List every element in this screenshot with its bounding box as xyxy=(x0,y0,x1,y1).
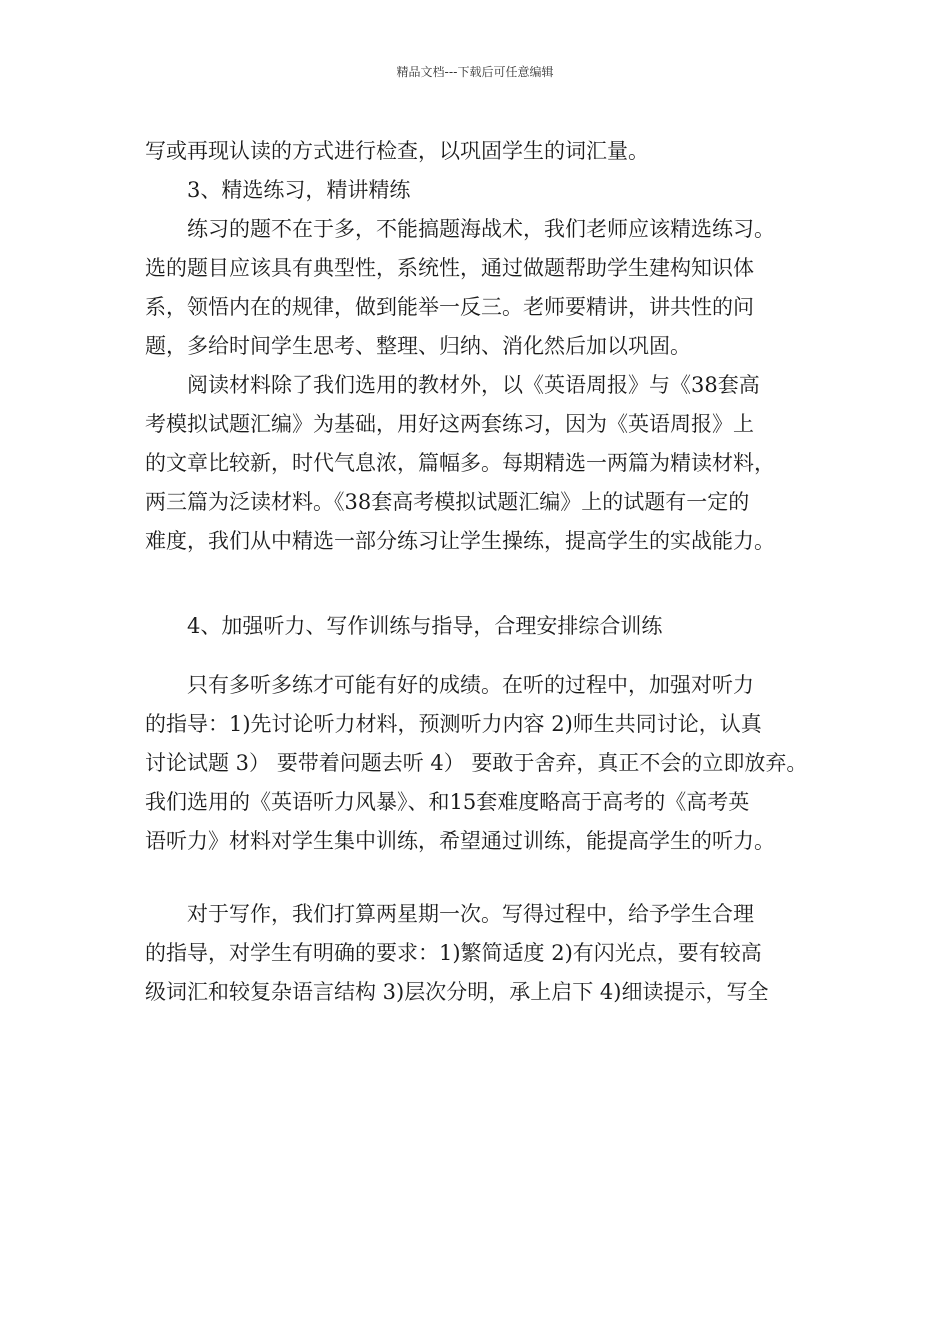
text-line: 写或再现认读的方式进行检查，以巩固学生的词汇量。 xyxy=(145,139,649,163)
text-line: 语听力》材料对学生集中训练，希望通过训练，能提高学生的听力。 xyxy=(145,829,775,853)
text-line: 的指导，对学生有明确的要求：1)繁简适度 2)有闪光点，要有较高 xyxy=(145,941,762,965)
page-header: 精品文档---下载后可任意编辑 xyxy=(396,65,554,79)
text-line: 两三篇为泛读材料。《38套高考模拟试题汇编》上的试题有一定的 xyxy=(145,490,750,514)
text-line: 题，多给时间学生思考、整理、归纳、消化然后加以巩固。 xyxy=(145,334,691,358)
text-line: 难度，我们从中精选一部分练习让学生操练，提高学生的实战能力。 xyxy=(145,529,775,553)
section-heading: 3、精选练习，精讲精练 xyxy=(187,178,411,202)
document-body xyxy=(145,132,825,1012)
text-line: 的指导：1)先讨论听力材料，预测听力内容 2)师生共同讨论，认真 xyxy=(145,712,762,736)
paragraph-gap xyxy=(145,861,825,895)
text-line: 的文章比较新，时代气息浓，篇幅多。每期精选一两篇为精读材料， xyxy=(145,451,775,475)
text-line: 考模拟试题汇编》为基础，用好这两套练习，因为《英语周报》上 xyxy=(145,412,754,436)
paragraph-gap xyxy=(145,561,825,607)
paragraph-gap xyxy=(145,646,825,666)
text-line: 只有多听多练才可能有好的成绩。在听的过程中，加强对听力 xyxy=(187,673,754,697)
text-line: 对于写作，我们打算两星期一次。写得过程中，给予学生合理 xyxy=(187,902,754,926)
text-line: 系，领悟内在的规律，做到能举一反三。老师要精讲，讲共性的问 xyxy=(145,295,754,319)
text-line: 我们选用的《英语听力风暴》、和15套难度略高于高考的《高考英 xyxy=(145,790,750,814)
text-line: 阅读材料除了我们选用的教材外，以《英语周报》与《38套高 xyxy=(187,373,760,397)
text-line: 级词汇和较复杂语言结构 3)层次分明，承上启下 4)细读提示，写全 xyxy=(145,980,769,1004)
text-line: 讨论试题 3） 要带着问题去听 4） 要敢于舍弃，真正不会的立即放弃。 xyxy=(145,751,808,775)
section-heading: 4、加强听力、写作训练与指导，合理安排综合训练 xyxy=(187,614,663,638)
text-line: 选的题目应该具有典型性，系统性，通过做题帮助学生建构知识体 xyxy=(145,256,754,280)
text-line: 练习的题不在于多，不能搞题海战术，我们老师应该精选练习。 xyxy=(187,217,775,241)
